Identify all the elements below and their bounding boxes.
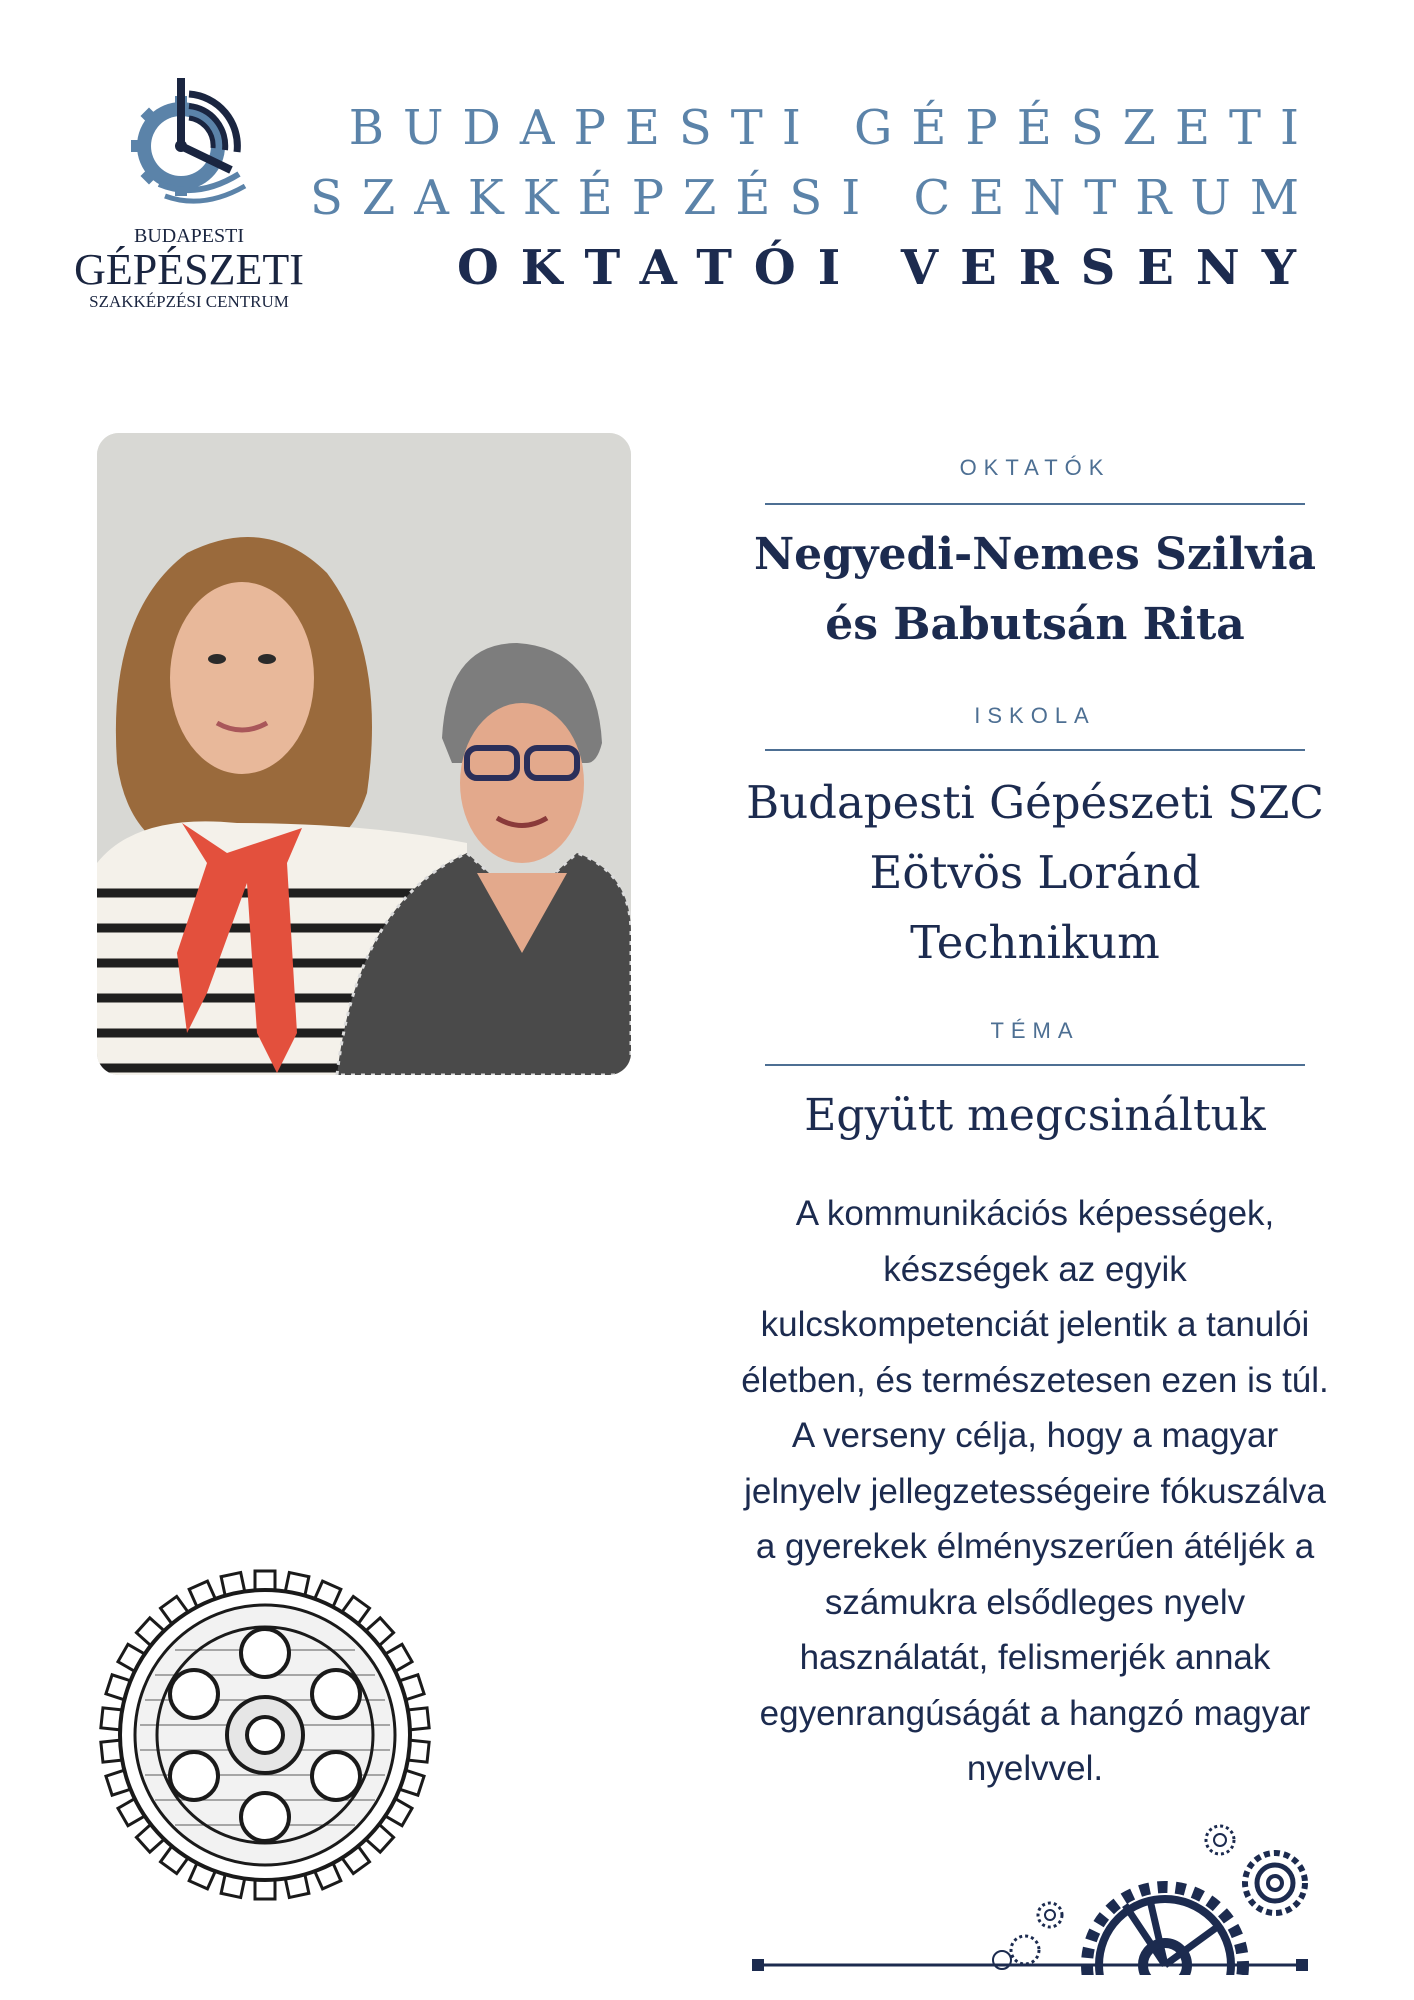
logo-line-1: BUDAPESTI (133, 225, 244, 247)
logo-line-2: GÉPÉSZETI (74, 245, 304, 294)
description-line: nyelvvel. (966, 1749, 1104, 1788)
topic-title: Együtt megcsináltuk (804, 1090, 1266, 1141)
description-line: jelnyelv jellegzetességeire fókuszálva (744, 1471, 1326, 1511)
description-line: egyenrangúságát a hangzó magyar (759, 1693, 1311, 1733)
logo-text (64, 224, 314, 312)
topic-rule (765, 1064, 1305, 1066)
school-rule (765, 749, 1305, 751)
school-line-2: Eötvös Loránd (869, 846, 1201, 899)
gear-icon (95, 1565, 435, 1905)
description-line: készségek az egyik (883, 1249, 1187, 1289)
description-line: számukra elsődleges nyelv (824, 1582, 1246, 1622)
school-label: ISKOLA (974, 703, 1096, 728)
header-line-2: SZAKKÉPZÉSI CENTRUM (310, 170, 1318, 226)
topic-label: TÉMA (990, 1018, 1080, 1043)
description-line: kulcskompetenciát jelentik a tanulói (760, 1305, 1310, 1344)
school-line-3: Technikum (910, 916, 1160, 969)
logo-line-3: SZAKKÉPZÉSI CENTRUM (89, 292, 289, 311)
header-title: OKTATÓI VERSENY (456, 240, 1318, 296)
description-line: életben, és természetesen ezen is túl. (741, 1360, 1329, 1400)
teachers-rule (765, 503, 1305, 505)
teachers-line-1: Negyedi-Nemes Szilvia (753, 529, 1317, 580)
description (690, 1186, 1380, 1797)
gear-clock-icon (119, 74, 259, 214)
header-line-1: BUDAPESTI GÉPÉSZETI (348, 100, 1318, 156)
description-line: használatát, felismerjék annak (799, 1638, 1271, 1677)
gears-decoration-icon (750, 1815, 1330, 1975)
teachers-names (700, 520, 1370, 660)
teachers-line-2: és Babutsán Rita (825, 599, 1245, 650)
school-line-1: Budapesti Gépészeti SZC (746, 776, 1324, 829)
teachers-photo (97, 433, 631, 1075)
logo (64, 74, 314, 324)
description-line: A kommunikációs képességek, (795, 1194, 1275, 1233)
description-line: A verseny célja, hogy a magyar (791, 1416, 1279, 1455)
description-line: a gyerekek élményszerűen átéljék a (755, 1527, 1315, 1566)
school-name (700, 768, 1370, 978)
teachers-label: OKTATÓK (959, 455, 1111, 480)
